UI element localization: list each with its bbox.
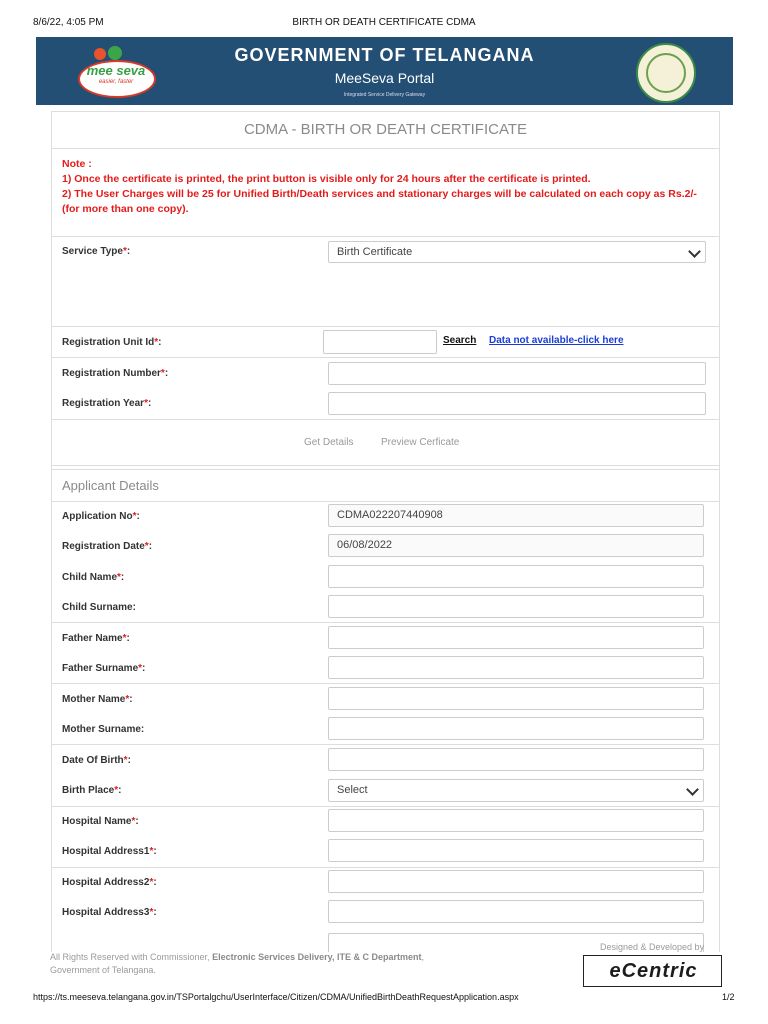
hospital-address2-label: Hospital Address2*:	[62, 877, 157, 888]
date-of-birth-input[interactable]	[328, 748, 704, 771]
service-type-value: Birth Certificate	[337, 246, 413, 258]
print-datetime: 8/6/22, 4:05 PM	[33, 17, 104, 28]
registration-date-field: 06/08/2022	[328, 534, 704, 557]
registration-year-input[interactable]	[328, 392, 706, 415]
divider	[52, 683, 719, 684]
print-doc-title: BIRTH OR DEATH CERTIFICATE CDMA	[292, 17, 476, 28]
child-name-input[interactable]	[328, 565, 704, 588]
preview-certificate-button[interactable]: Preview Cerficate	[381, 437, 460, 448]
hospital-name-input[interactable]	[328, 809, 704, 832]
registration-date-label: Registration Date*:	[62, 541, 153, 552]
panel-title: CDMA - BIRTH OR DEATH CERTIFICATE	[243, 121, 528, 138]
note-line-1: 1) Once the certificate is printed, the print button is visible only for 24 hours after the certificate is printed.	[62, 173, 591, 185]
registration-number-label: Registration Number*:	[62, 368, 169, 379]
registration-number-input[interactable]	[328, 362, 706, 385]
application-no-field: CDMA022207440908	[328, 504, 704, 527]
print-page-number: 1/2	[722, 992, 735, 1002]
chevron-down-icon	[688, 245, 701, 258]
note-heading: Note :	[62, 158, 92, 170]
service-type-label: Service Type*:	[62, 246, 131, 257]
footer-rights: All Rights Reserved with Commissioner, Electronic Services Delivery, ITE & C Department, Government of Telangana.	[50, 952, 425, 975]
hospital-address2-input[interactable]	[328, 870, 704, 893]
divider	[52, 357, 719, 358]
hospital-address1-input[interactable]	[328, 839, 704, 862]
hospital-name-label: Hospital Name*:	[62, 816, 139, 827]
telangana-seal-icon	[636, 43, 696, 103]
search-link[interactable]: Search	[443, 335, 477, 346]
certificate-form-panel	[51, 111, 720, 952]
get-details-button[interactable]: Get Details	[304, 437, 354, 448]
footer-gov: Government of Telangana.	[50, 965, 156, 975]
banner-gateway: Integrated Service Delivery Gateway	[343, 92, 426, 98]
hospital-address3-input[interactable]	[328, 900, 704, 923]
child-surname-label: Child Surname:	[62, 602, 136, 613]
divider	[52, 501, 719, 502]
child-name-label: Child Name*:	[62, 572, 125, 583]
site-banner	[36, 37, 733, 105]
divider	[52, 867, 719, 868]
ecentric-logo-text: eCentric	[609, 960, 698, 982]
registration-unit-label: Registration Unit Id*:	[62, 337, 162, 348]
banner-portal: MeeSeva Portal	[334, 70, 435, 86]
hospital-address1-label: Hospital Address1*:	[62, 846, 157, 857]
application-no-label: Application No*:	[62, 511, 140, 522]
father-name-label: Father Name*:	[62, 633, 130, 644]
father-surname-label: Father Surname*:	[62, 663, 146, 674]
registration-year-label: Registration Year*:	[62, 398, 152, 409]
mother-surname-input[interactable]	[328, 717, 704, 740]
date-of-birth-label: Date Of Birth*:	[62, 755, 131, 766]
print-header	[0, 17, 768, 31]
birth-place-value: Select	[337, 784, 368, 796]
print-url: https://ts.meeseva.telangana.gov.in/TSPortalgchu/UserInterface/Citizen/CDMA/UnifiedBirthDeathRequestApplication.aspx	[33, 992, 519, 1002]
chevron-down-icon	[686, 783, 699, 796]
note-line-2: 2) The User Charges will be 25 for Unified Birth/Death services and stationary charges will be calculated on each copy as Rs.2/- (for more than one copy).	[62, 188, 697, 215]
father-name-input[interactable]	[328, 626, 704, 649]
mother-name-input[interactable]	[328, 687, 704, 710]
divider	[52, 419, 719, 420]
divider	[52, 326, 719, 327]
ecentric-logo[interactable]	[583, 955, 722, 987]
service-type-select[interactable]	[328, 241, 706, 263]
birth-place-select[interactable]	[328, 779, 704, 802]
father-surname-input[interactable]	[328, 656, 704, 679]
applicant-section-title: Applicant Details	[62, 478, 159, 493]
child-surname-input[interactable]	[328, 595, 704, 618]
divider	[52, 469, 719, 470]
divider	[52, 236, 719, 237]
banner-title: GOVERNMENT OF TELANGANA	[234, 45, 535, 65]
mother-surname-label: Mother Surname:	[62, 724, 145, 735]
note-block	[62, 157, 712, 217]
hospital-address3-label: Hospital Address3*:	[62, 907, 157, 918]
mother-name-label: Mother Name*:	[62, 694, 133, 705]
divider	[52, 744, 719, 745]
divider	[52, 622, 719, 623]
registration-unit-input[interactable]	[323, 330, 437, 354]
divider	[52, 465, 719, 466]
divider	[52, 806, 719, 807]
seal-inner-ring	[646, 53, 686, 93]
data-not-available-link[interactable]: Data not available-click here	[489, 335, 624, 346]
divider	[52, 148, 719, 149]
designed-by-label: Designed & Developed by	[600, 942, 705, 952]
footer-dept: Electronic Services Delivery, ITE & C Department	[212, 952, 422, 962]
logo-tagline: easier, faster	[98, 79, 134, 85]
birth-place-label: Birth Place*:	[62, 785, 122, 796]
logo-brand-text: mee seva	[86, 63, 146, 78]
